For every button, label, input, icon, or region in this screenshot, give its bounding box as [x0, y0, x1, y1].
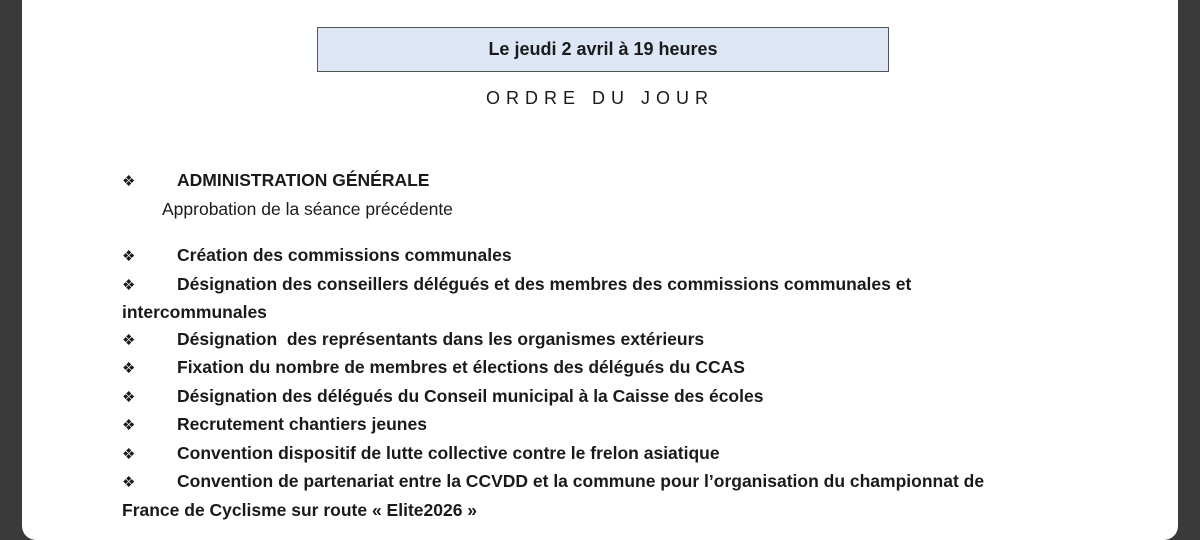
diamond-bullet-icon: ❖ — [122, 417, 136, 434]
list-item-continuation: France de Cyclisme sur route « Elite2026 » — [122, 499, 478, 520]
diamond-bullet-icon: ❖ — [122, 173, 136, 190]
agenda-title: ORDRE DU JOUR — [485, 88, 714, 108]
meeting-date: Le jeudi 2 avril à 19 heures — [488, 39, 718, 59]
list-item: ❖ Création des commissions communales — [122, 242, 1162, 271]
agenda-section — [122, 167, 1162, 196]
list-item: ❖ Désignation des représentants dans les organismes extérieurs — [122, 326, 1162, 355]
list-item: ❖ Recrutement chantiers jeunes — [122, 411, 1162, 440]
diamond-bullet-icon: ❖ — [122, 360, 136, 377]
document-page — [22, 0, 1178, 540]
meeting-date-box — [317, 27, 889, 72]
list-item: ❖ Fixation du nombre de membres et élections des délégués du CCAS — [122, 354, 1162, 383]
diamond-bullet-icon: ❖ — [122, 248, 136, 265]
list-item: ❖ Désignation des délégués du Conseil municipal à la Caisse des écoles — [122, 383, 1162, 412]
diamond-bullet-icon: ❖ — [122, 445, 136, 463]
diamond-bullet-icon: ❖ — [122, 474, 136, 491]
list-item: ❖ Désignation des conseillers délégués et des membres des commissions communales et — [122, 271, 1162, 300]
section-title: ADMINISTRATION GÉNÉRALE — [177, 170, 430, 190]
diamond-bullet-icon: ❖ — [122, 388, 136, 406]
list-item: ❖ Convention dispositif de lutte collective contre le frelon asiatique — [122, 440, 1162, 469]
section-subtitle: Approbation de la séance précédente — [162, 198, 453, 219]
agenda-list — [122, 167, 1162, 523]
list-item-continuation: intercommunales — [122, 302, 267, 322]
diamond-bullet-icon: ❖ — [122, 276, 136, 294]
list-item: ❖ Convention de partenariat entre la CCVDD et la commune pour l’organisation du championnat de — [122, 468, 1162, 497]
diamond-bullet-icon: ❖ — [122, 331, 136, 349]
